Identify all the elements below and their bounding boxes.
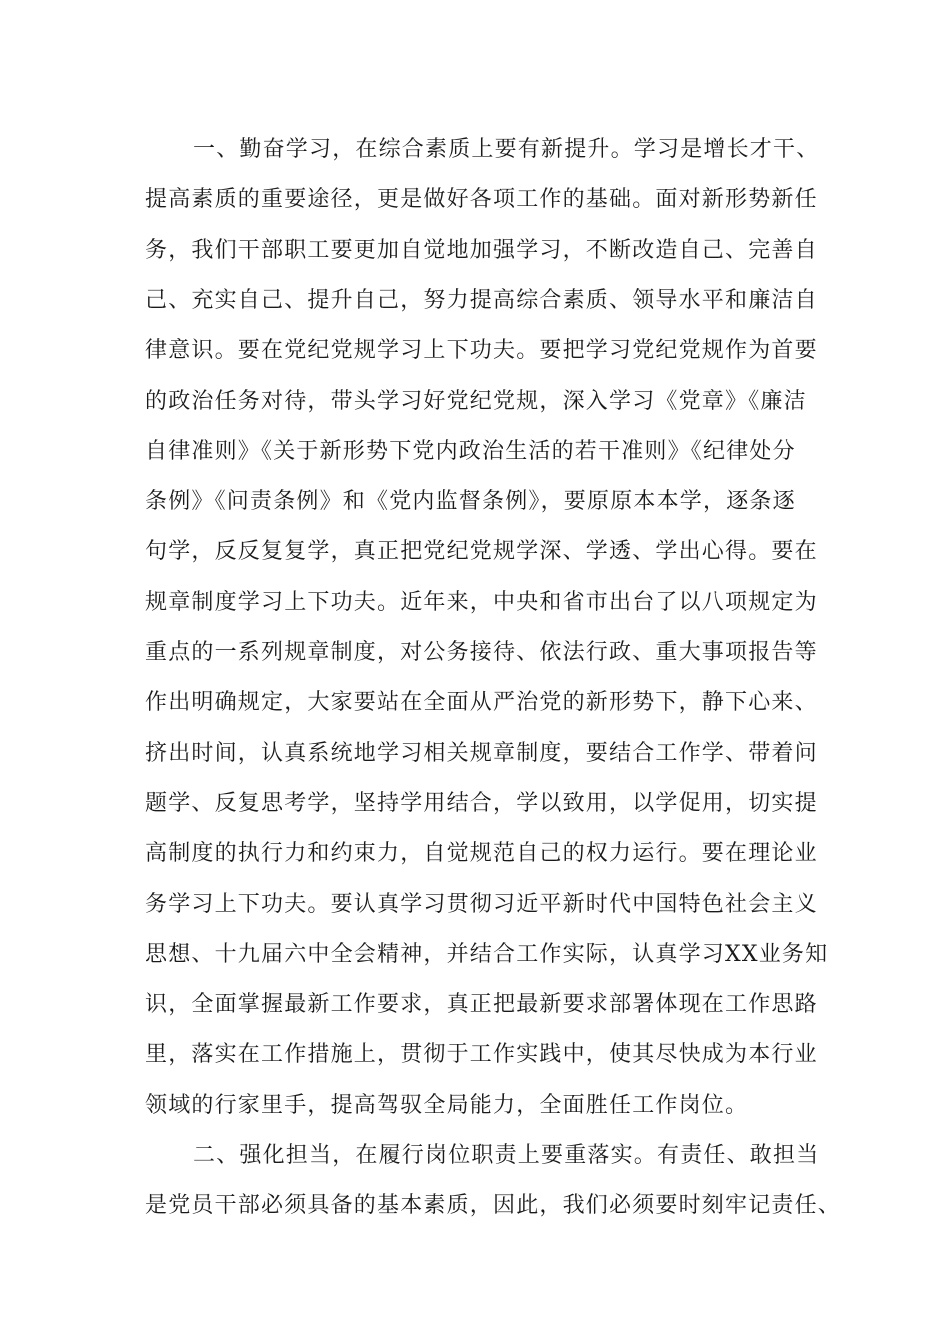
text-line: 里，落实在工作措施上，贯彻于工作实践中，使其尽快成为本行业 bbox=[145, 1042, 818, 1068]
text-line: 是党员干部必须具备的基本素质，因此，我们必须要时刻牢记责任、 bbox=[145, 1193, 842, 1219]
text-line: 的政治任务对待，带头学习好党纪党规，深入学习《党章》《廉洁 bbox=[145, 388, 807, 414]
text-line: 务学习上下功夫。要认真学习贯彻习近平新时代中国特色社会主义 bbox=[145, 891, 818, 917]
text-line: 己、充实自己、提升自己，努力提高综合素质、领导水平和廉洁自 bbox=[145, 287, 818, 313]
text-line: 自律准则》《关于新形势下党内政治生活的若干准则》《纪律处分 bbox=[145, 438, 796, 464]
text-line: 二、强化担当，在履行岗位职责上要重落实。有责任、敢担当 bbox=[193, 1143, 820, 1168]
text-line: 领域的行家里手，提高驾驭全局能力，全面胜任工作岗位。 bbox=[145, 1092, 749, 1118]
text-line: 重点的一系列规章制度，对公务接待、依法行政、重大事项报告等 bbox=[145, 640, 818, 665]
text-line: 一、勤奋学习，在综合素质上要有新提升。学习是增长才干、 bbox=[193, 137, 820, 162]
text-line: 高制度的执行力和约束力，自觉规范自己的权力运行。要在理论业 bbox=[145, 841, 818, 867]
text-line: 挤出时间，认真系统地学习相关规章制度，要结合工作学、带着问 bbox=[145, 740, 818, 766]
text-line: 思想、十九届六中全会精神，并结合工作实际，认真学习XX业务知 bbox=[145, 941, 829, 967]
text-line: 识，全面掌握最新工作要求，真正把最新要求部署体现在工作思路 bbox=[145, 992, 818, 1018]
text-line: 律意识。要在党纪党规学习上下功夫。要把学习党纪党规作为首要 bbox=[145, 338, 818, 364]
text-line: 务，我们干部职工要更加自觉地加强学习，不断改造自己、完善自 bbox=[145, 237, 818, 263]
text-line: 句学，反反复复学，真正把党纪党规学深、学透、学出心得。要在 bbox=[145, 539, 818, 565]
text-line: 规章制度学习上下功夫。近年来，中央和省市出台了以八项规定为 bbox=[145, 589, 818, 615]
text-line: 条例》《问责条例》和《党内监督条例》，要原原本本学，逐条逐 bbox=[145, 489, 796, 515]
text-line: 提高素质的重要途径，更是做好各项工作的基础。面对新形势新任 bbox=[145, 187, 818, 213]
text-line: 作出明确规定，大家要站在全面从严治党的新形势下，静下心来、 bbox=[145, 690, 818, 716]
text-line: 题学、反复思考学，坚持学用结合，学以致用，以学促用，切实提 bbox=[145, 790, 818, 816]
